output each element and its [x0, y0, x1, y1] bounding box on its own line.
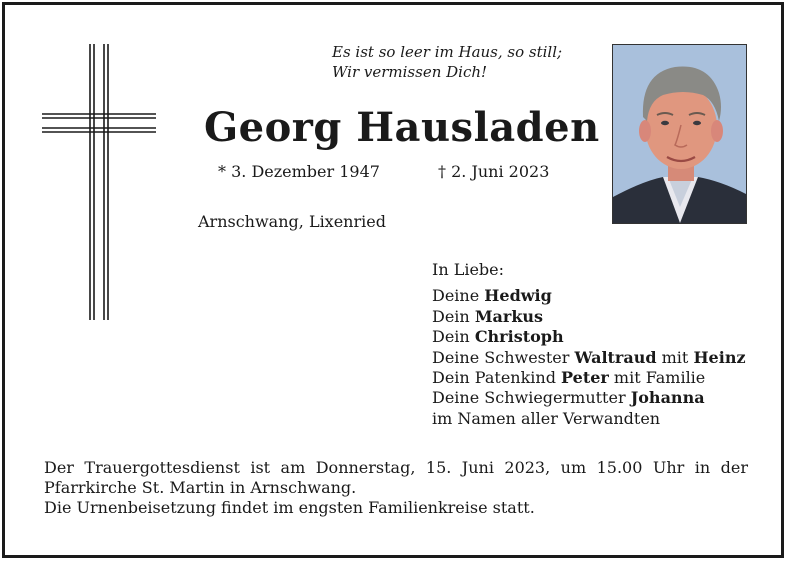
mourner-relation: Dein — [432, 306, 475, 326]
mourner-name: Johanna — [630, 388, 705, 408]
hometown: Arnschwang, Lixenried — [198, 212, 386, 231]
service-announcement — [44, 458, 748, 518]
mourner-line — [432, 368, 746, 388]
mourners-intro: In Liebe: — [432, 260, 505, 279]
mourner-line — [432, 327, 746, 347]
mourner-name: Peter — [561, 368, 609, 388]
mourner-lines — [432, 286, 746, 429]
announcement-line: Pfarrkirche St. Martin in Arnschwang. — [44, 478, 357, 497]
portrait-illustration — [613, 45, 747, 224]
mourner-line — [432, 409, 746, 429]
mourner-relation: mit — [656, 347, 694, 367]
mourners-list — [432, 260, 746, 429]
portrait-photo — [612, 44, 747, 224]
cross-icon — [42, 44, 156, 320]
mourner-line — [432, 307, 746, 327]
mourner-relation: mit Familie — [608, 368, 706, 388]
mourner-line — [432, 348, 746, 368]
mourner-relation: Deine Schwiegermutter — [432, 388, 631, 408]
mourner-relation: im Namen aller Verwandten — [432, 408, 661, 428]
verse-line: Es ist so leer im Haus, so still; — [332, 43, 563, 61]
birth-date: * 3. Dezember 1947 — [218, 162, 380, 181]
mourner-relation: Dein — [432, 327, 475, 347]
mourner-line — [432, 388, 746, 408]
verse-line: Wir vermissen Dich! — [332, 63, 488, 81]
verse — [332, 42, 562, 82]
mourner-name: Hedwig — [484, 286, 552, 306]
mourner-name: Heinz — [693, 347, 746, 367]
mourner-name: Christoph — [474, 327, 564, 347]
mourner-name: Waltraud — [574, 347, 657, 367]
mourner-line — [432, 286, 746, 306]
announcement-line: Die Urnenbeisetzung findet im engsten Familienkreise statt. — [44, 498, 535, 517]
announcement-line: Der Trauergottesdienst ist am Donnerstag, 15. Juni 2023, um 15.00 Uhr in der — [44, 458, 748, 477]
mourner-relation: Deine Schwester — [432, 347, 575, 367]
mourner-name: Markus — [474, 306, 544, 326]
deceased-name: Georg Hausladen — [204, 104, 600, 151]
mourner-relation: Deine — [432, 286, 485, 306]
mourner-relation: Dein Patenkind — [432, 368, 562, 388]
death-date: † 2. Juni 2023 — [438, 162, 550, 181]
